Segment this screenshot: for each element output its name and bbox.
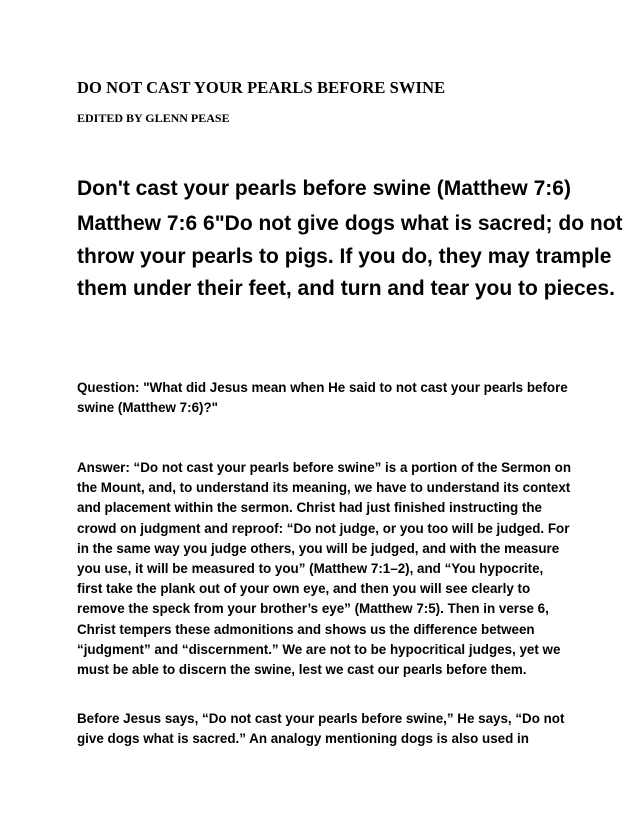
document-title: DO NOT CAST YOUR PEARLS BEFORE SWINE xyxy=(77,78,446,97)
paragraph-line: “judgment” and “discernment.” We are not to be hypocritical judges, yet we xyxy=(77,641,561,657)
before-jesus-paragraph xyxy=(77,709,577,749)
section-heading: Don't cast your pearls before swine (Matthew 7:6) xyxy=(77,177,571,200)
paragraph-line: Before Jesus says, “Do not cast your pearls before swine,” He says, “Do not xyxy=(77,711,565,726)
paragraph-line: and placement within the sermon. Christ had just finished instructing the xyxy=(77,500,542,516)
paragraph-line: give dogs what is sacred.” An analogy mentioning dogs is also used in xyxy=(77,731,529,747)
paragraph-line: remove the speck from your brother’s eye” (Matthew 7:5). Then in verse 6, xyxy=(77,601,549,617)
editor-credit: EDITED BY GLENN PEASE xyxy=(77,111,230,125)
paragraph-line: you use, it will be measured to you” (Matthew 7:1–2), and “You hypocrite, xyxy=(77,561,544,577)
question-paragraph xyxy=(77,378,577,418)
verse-quote xyxy=(77,208,623,306)
paragraph-line: Answer: “Do not cast your pearls before swine” is a portion of the Sermon on xyxy=(77,460,572,475)
paragraph-line: in the same way you judge others, you will be judged, and with the measure xyxy=(77,540,560,556)
verse-line: them under their feet, and turn and tear you to pieces. xyxy=(77,277,615,300)
paragraph-line: crowd on judgment and reproof: “Do not judge, or you too will be judged. For xyxy=(77,520,570,536)
verse-line: throw your pearls to pigs. If you do, they may trample xyxy=(77,244,612,268)
verse-line: Matthew 7:6 6"Do not give dogs what is sacred; do not xyxy=(77,212,623,235)
paragraph-line: swine (Matthew 7:6)?" xyxy=(77,400,219,416)
answer-paragraph xyxy=(77,458,577,680)
paragraph-line: the Mount, and, to understand its meaning, we have to understand its context xyxy=(77,480,571,496)
paragraph-line: must be able to discern the swine, lest we cast our pearls before them. xyxy=(77,662,527,678)
paragraph-line: Question: "What did Jesus mean when He said to not cast your pearls before xyxy=(77,380,568,395)
paragraph-line: Christ tempers these admonitions and shows us the difference between xyxy=(77,621,535,637)
paragraph-line: first take the plank out of your own eye, and then you will see clearly to xyxy=(77,581,531,597)
